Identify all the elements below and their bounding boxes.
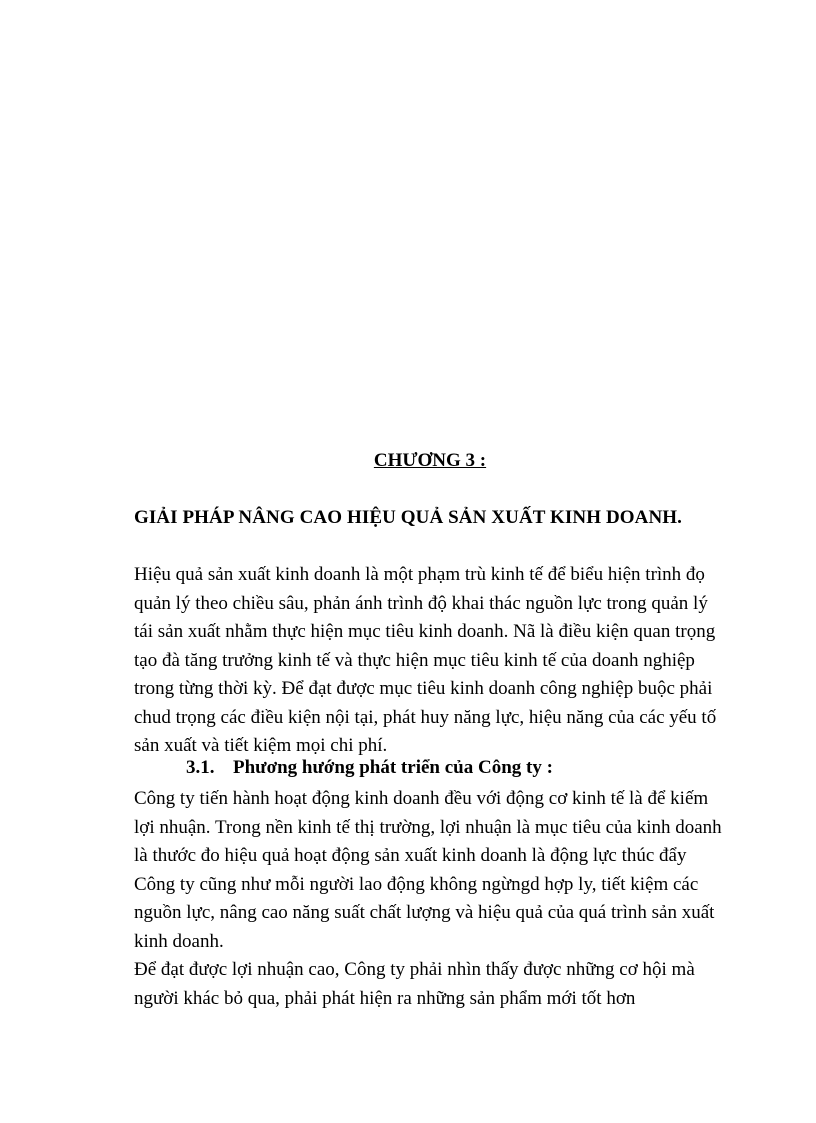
chapter-title: GIẢI PHÁP NÂNG CAO HIỆU QUẢ SẢN XUẤT KINH DOANH.: [133, 507, 683, 528]
section-title: Phương hướng phát triển của Công ty :: [233, 757, 553, 778]
continuation-paragraph: Để đạt được lợi nhuận cao, Công ty phải nhìn thấy được những cơ hội mà người khác bỏ qua, phải phát hiện ra những sản phẩm mới tốt hơn: [134, 959, 695, 1009]
intro-paragraph: Hiệu quả sản xuất kinh doanh là một phạm trù kinh tế để biểu hiện trình đọ quản lý theo chiều sâu, phản ánh trình độ khai thác nguồn lực trong quản lý tái sản xuất nhằm thực hiện mục tiêu kinh doanh. Nã là điều kiện quan trọng tạo đà tăng trưởng kinh tế và thực hiện mục tiêu kinh tế của doanh nghiệp trong từng thời kỳ. Để đạt được mục tiêu kinh doanh công nghiệp buộc phải chud trọng các điều kiện nội tại, phát huy năng lực, hiệu năng của các yếu tố sản xuất và tiết kiệm mọi chi phí.: [134, 564, 717, 756]
section-heading: [186, 757, 553, 779]
section-number: 3.1.: [186, 757, 215, 778]
section-paragraph: Công ty tiến hành hoạt động kinh doanh đều với động cơ kinh tế là để kiếm lợi nhuận. Trong nền kinh tế thị trường, lợi nhuận là mục tiêu của kinh doanh là thước đo hiệu quả hoạt động sản xuất kinh doanh là động lực thúc đẩy Công ty cũng như mỗi người lao động không ngừngd hợp ly, tiết kiệm các nguồn lực, nâng cao năng suất chất lượng và hiệu quả của quá trình sản xuất kinh doanh.: [134, 788, 722, 952]
chapter-label: CHƯƠNG 3 :: [373, 450, 487, 471]
